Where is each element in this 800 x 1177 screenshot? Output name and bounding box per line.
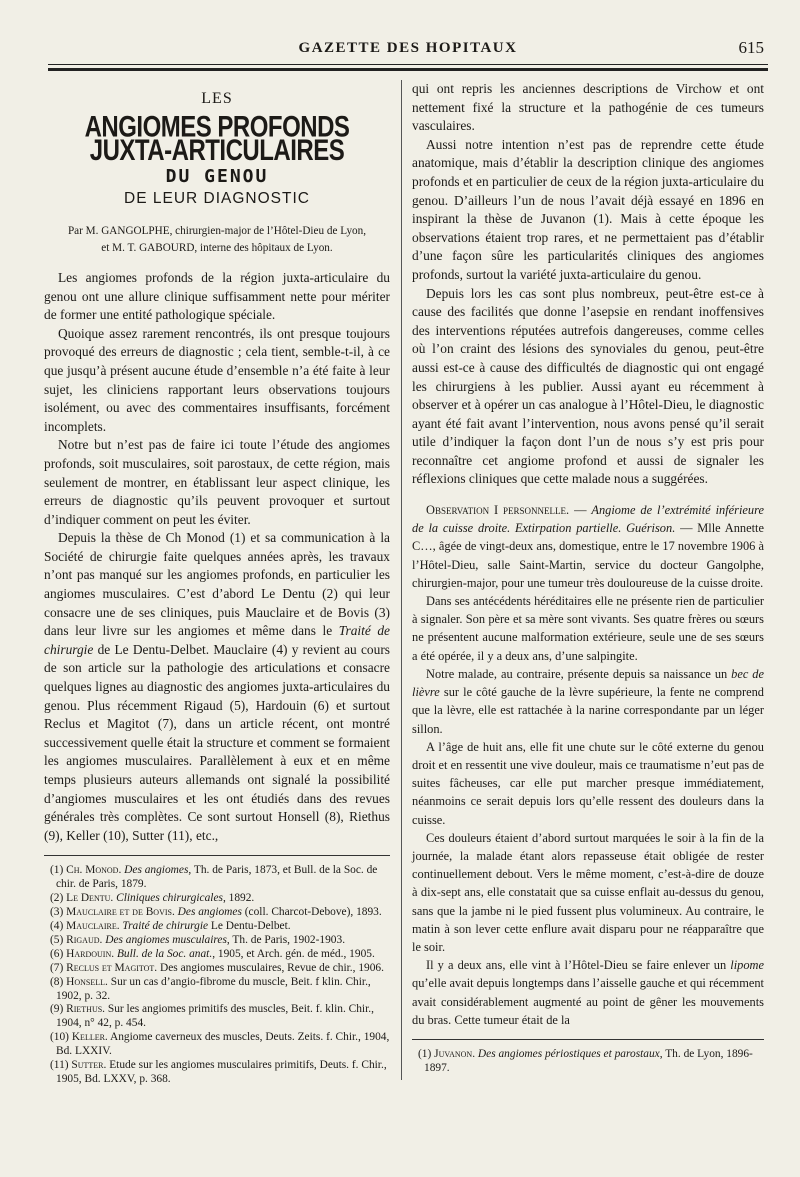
footnote-rule: [412, 1039, 764, 1040]
body-paragraph: Depuis la thèse de Ch Monod (1) et sa communication à la Société de chirurgie faite quelques années après, les travaux n’ont pas manqué sur les angiomes profonds, en particulier les angiomes musculaires. C’est d’abord Le Dentu (2) qui leur consacre une de ses cliniques, puis Mauclaire et de Bovis (3) dans leur livre sur les angiomes et même dans le Traité de chirurgie de Le Dentu-Delbet. Mauclaire (4) y revient au cours de son article sur la pathologie des articulations et consacre quelques lignes au diagnostic des angiomes juxta-articulaires du genou. Plus récemment Rigaud (5), Hardouin (6) et surtout Reclus et Magitot (7), dans un article récent, ont montré successivement quelle était la structure et comment se formaient les angiomes musculaires. Parallèlement à eux et en même temps plusieurs auteurs allemands ont signalé la possibilité d’angiomes musculaires et les ont étudiés dans des revues générales très complètes. Ce sont surtout Honsell (8), Riethus (9), Keller (10), Sutter (11), etc.,: [44, 530, 390, 843]
observation-paragraph: Dans ses antécédents héréditaires elle ne présente rien de particulier à signaler. Son père et sa mère sont vivants. Ses quatre frères ou sœurs ne présentent aucune malformation extérieure, seule une de ses sœurs a été opérée, il y a deux ans, d’une salpingite.: [412, 594, 764, 663]
left-column: [44, 80, 390, 1087]
page-number: 615: [738, 38, 764, 57]
title-les: LES: [201, 90, 233, 107]
footnote-item: (1) Juvanon. Des angiomes périostiques et parostaux, Th. de Lyon, 1896-1897.: [418, 1047, 753, 1074]
footnote-item: (5) Rigaud. Des angiomes musculaires, Th. de Paris, 1902-1903.: [50, 933, 346, 946]
observation-paragraph: Il y a deux ans, elle vint à l’Hôtel-Dieu se faire enlever un lipome qu’elle avait depuis longtemps dans l’aisselle gauche et qui récemment avait considérablement augmenté au point de gêner les mouvements du bras. Cette tumeur était de la: [412, 958, 764, 1027]
footnote-item: (8) Honsell. Sur un cas d’angio-fibrome du muscle, Beit. f klin. Chir., 1902, p. 32.: [50, 975, 371, 1002]
observation-heading: Observation I personnelle. — Angiome de l’extrémité inférieure de la cuisse droite. Extirpation partielle. Guérison. — Mlle Annette C…, âgée de vingt-deux ans, domestique, entre le 17 novembre 1906 à l’Hôtel-Dieu, salle Saint-Martin, service du docteur Gangolphe, chirurgien-major, pour une tumeur très douloureuse de la cuisse droite.: [412, 503, 764, 590]
article-subtitle: DE LEUR DIAGNOSTIC: [124, 190, 310, 208]
body-paragraph: Depuis lors les cas sont plus nombreux, peut-être est-ce à cause des facilités que donne l’asepsie en rendant inoffensives des interventions réputées autrefois dangereuses, comme celles où l’on craint des lésions des synoviales du genou, peut-être aussi est-ce à cause des difficultés de diagnostic qui ont engagé les chirurgiens à les publier. Aussi ayant eu récemment à observer et à opérer un cas analogue à l’Hôtel-Dieu, le diagnostic ayant été fait avant l’intervention, nous avons pensé qu’il serait utile d’indiquer la façon dont l’un de nous s’y est pris pour reconnaître cet angiome profond et aussi de signaler les réflexions cliniques que cette malade nous a suggérées.: [412, 285, 764, 487]
observation-paragraph: Notre malade, au contraire, présente depuis sa naissance un bec de lièvre sur le côté gauche de la lèvre supérieure, la fente ne comprend que la lèvre, elle est rattachée à la narine correspondante par un léger sillon.: [412, 666, 764, 736]
title-du-genou: DU GENOU: [165, 165, 269, 187]
footnote-item: (9) Riethus. Sur les angiomes primitifs des muscles, Beit. f. klin. Chir., 1904, n° 42, p. 454.: [50, 1003, 374, 1030]
right-column: [412, 80, 764, 1076]
footnote-rule: [44, 855, 390, 856]
header-rule-thin: [48, 64, 768, 65]
body-paragraph: Notre but n’est pas de faire ici toute l’étude des angiomes profonds, soit musculaires, soit parostaux, de cette région, mais seulement de montrer, en établissant leur aspect clinique, les erreurs de diagnostic qu’ils peuvent provoquer et surtout d’indiquer comment on peut les éviter.: [44, 437, 390, 527]
footnote-item: (6) Hardouin. Bull. de la Soc. anat., 1905, et Arch. gén. de méd., 1905.: [50, 947, 375, 960]
footnote-right: [412, 1048, 764, 1076]
footnote-item: (1) Ch. Monod. Des angiomes, Th. de Paris, 1873, et Bull. de la Soc. de chir. de Paris, 1879.: [50, 864, 378, 891]
page-header: [48, 38, 768, 62]
journal-title: GAZETTE DES HOPITAUX: [298, 40, 518, 56]
footnote-item: (10) Keller. Angiome caverneux des muscles, Deuts. Zeits. f. Chir., 1904, Bd. LXXIV.: [50, 1031, 390, 1058]
observation-paragraph: A l’âge de huit ans, elle fit une chute sur le côté externe du genou droit et en ressentit une vive douleur, mais ce traumatisme n’eut pas de suites fâcheuses, car elle put marcher presque immédiatement, néanmoins ce serait depuis lors qu’elle ressent des douleurs dans la cuisse.: [412, 739, 764, 827]
body-paragraph: qui ont repris les anciennes descriptions de Virchow et ont nettement fixé la structure et la pathogénie de ces tumeurs vasculaires.: [412, 81, 764, 134]
footnote-item: (11) Sutter. Etude sur les angiomes musculaires primitifs, Deuts. f. Chir., 1905, Bd. LXXV, p. 368.: [50, 1059, 387, 1085]
observation-paragraph: Ces douleurs étaient d’abord surtout marquées le soir à la fin de la journée, la malade étant alors repasseuse était obligée de rester continuellement debout. Vers le même moment, c’est-à-dire de douze à dix-sept ans, elle constatait que sa cuisse enflait au-dessus du genou, sans que la jambe ni le pied fussent plus volumineux. Au contraire, le matin à son lever cette enflure avait disparu pour ne réapparaître que le soir.: [412, 830, 764, 954]
footnote-item: (4) Mauclaire. Traité de chirurgie Le Dentu-Delbet.: [50, 920, 291, 932]
footnote-item: (7) Reclus et Magitot. Des angiomes musculaires, Revue de chir., 1906.: [50, 961, 384, 974]
author-line-1: Par M. GANGOLPHE, chirurgien-major de l’Hôtel-Dieu de Lyon,: [67, 224, 367, 237]
header-rule-thick: [48, 68, 768, 71]
author-credits: [44, 223, 390, 257]
footnotes-left: [44, 864, 390, 1087]
body-paragraph: Les angiomes profonds de la région juxta-articulaire du genou ont une allure clinique suffisamment nette pour mériter de former une entité pathologique spéciale.: [44, 269, 390, 323]
body-paragraph: Quoique assez rarement rencontrés, ils ont presque toujours provoqué des erreurs de diagnostic ; cela tient, semble-t-il, à ce que jusqu’à présent aucune étude d’ensemble n’a été faite à leur sujet, les cliniciens rapportant leurs observations toujours isolément, ou avec des commentaires insuffisants, forcément incomplets.: [44, 325, 390, 434]
author-line-2: et M. T. GABOURD, interne des hôpitaux de Lyon.: [101, 241, 333, 254]
column-separator: [401, 80, 402, 1080]
footnote-item: (2) Le Dentu. Cliniques chirurgicales, 1892.: [50, 892, 255, 905]
body-paragraph: Aussi notre intention n’est pas de reprendre cette étude anatomique, mais d’établir la description clinique des angiomes profonds et en particulier de ceux de la région juxta-articulaire du genou. D’ailleurs l’un de nous l’avait déjà essayé en 1896 en inspirant la thèse de Juvanon (1). Mais à cette époque les observations étaient trop rares, et ne permettaient pas d’établir d’une façon sûre les particularités cliniques des angiomes profonds, surtout la variété juxta-articulaire du genou.: [412, 136, 764, 282]
footnote-item: (3) Mauclaire et de Bovis. Des angiomes (coll. Charcot-Debove), 1893.: [50, 906, 382, 919]
article-title: ANGIOMES PROFONDS JUXTA-ARTICULAIRES: [84, 109, 350, 167]
